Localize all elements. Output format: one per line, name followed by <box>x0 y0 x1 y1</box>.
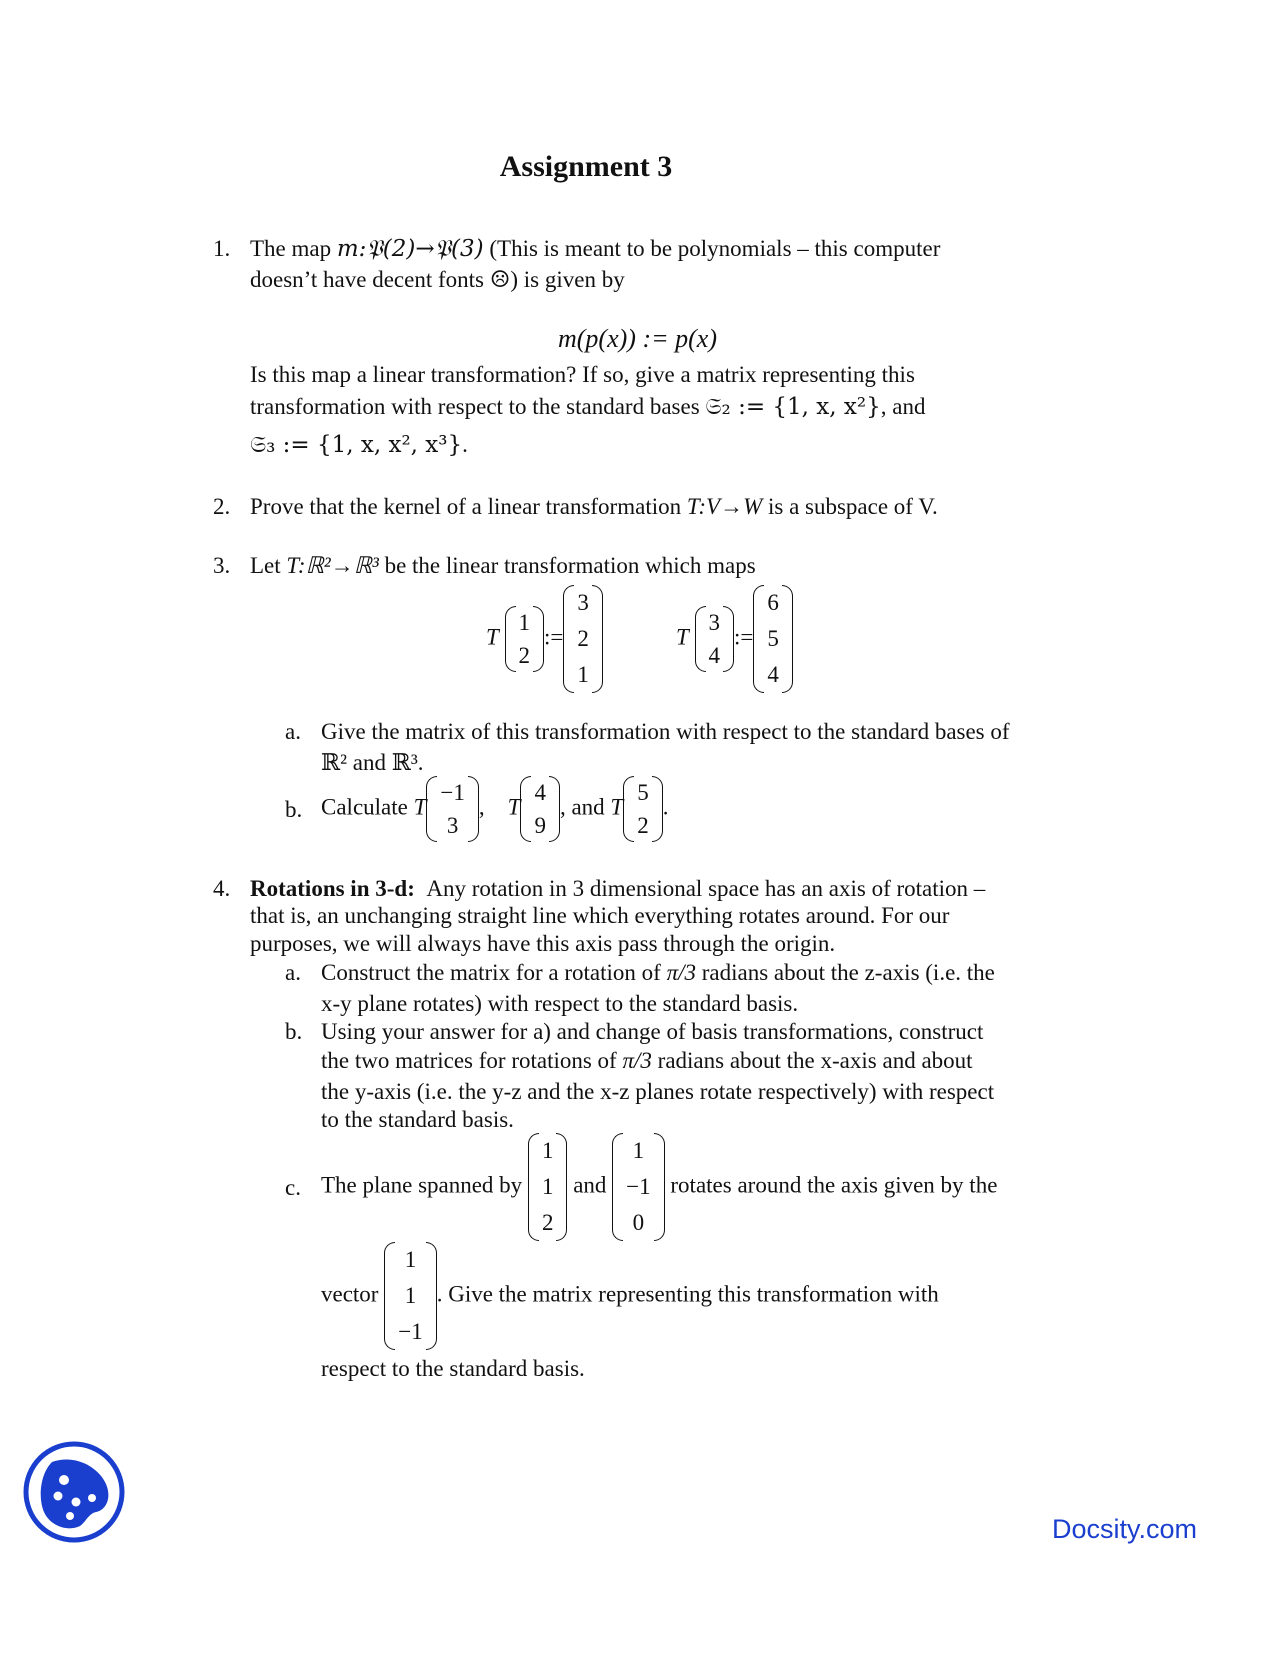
q3-period: . <box>662 794 669 820</box>
matrix-cell: 2 <box>518 643 531 668</box>
q4-angle: π/3 <box>622 1048 652 1073</box>
q4-part-c-line-1 <box>321 1133 997 1241</box>
q4-heading: Rotations in 3-d: <box>250 876 415 901</box>
q3-T-symbol: T <box>676 624 689 650</box>
q3-T-symbol: T <box>507 794 521 820</box>
q1-line-2: doesn’t have decent fonts ☹) is given by <box>250 267 625 292</box>
q3-part-a-line-1: Give the matrix of this transformation with respect to the standard bases of <box>321 719 1010 744</box>
q3-part-b-label: b. <box>285 797 303 822</box>
q1-equation: m(p(x)) := p(x) <box>558 324 718 353</box>
matrix-cell: 6 <box>767 590 779 615</box>
q4-part-b-line-1: Using your answer for a) and change of basis transformations, construct <box>321 1019 984 1044</box>
q4-number: 4. <box>213 876 231 901</box>
q4-line-2: that is, an unchanging straight line which everything rotates around. For our <box>250 903 950 928</box>
q1-text: , and <box>880 394 926 419</box>
q4-line-3: purposes, we will always have this axis pass through the origin. <box>250 931 836 956</box>
q4-and: and <box>573 1172 607 1198</box>
q3-assign: := <box>544 624 564 650</box>
q3-T-symbol: T <box>610 794 624 820</box>
matrix-cell: 3 <box>577 590 589 615</box>
matrix-cell: 3 <box>446 813 459 838</box>
q1-line-4 <box>250 394 925 420</box>
docsity-brand-link[interactable]: Docsity.com <box>1051 1514 1197 1544</box>
q3-mapping-1 <box>486 585 603 693</box>
q3-T-symbol: T <box>413 794 427 820</box>
q4-vector-label: vector <box>321 1281 379 1307</box>
q4-part-b-label: b. <box>285 1019 303 1044</box>
q4-part-b-line-2 <box>321 1048 973 1074</box>
q3-part-a-line-2: ℝ² and ℝ³. <box>321 750 424 775</box>
q3-calc-vector-1 <box>426 776 478 842</box>
q3-output-vector-1 <box>563 585 603 693</box>
q3-mapping-2 <box>676 585 793 693</box>
q3-text: Calculate <box>321 794 414 820</box>
q3-part-a-label: a. <box>285 719 301 744</box>
q3-part-b-line <box>321 776 668 842</box>
matrix-cell: 2 <box>541 1210 554 1235</box>
q1-map-expression: m:𝔓(2)→𝔓(3) <box>336 236 484 262</box>
q3-output-vector-2 <box>753 585 793 693</box>
q4-part-a-line-2: x-y plane rotates) with respect to the standard basis. <box>321 991 799 1016</box>
q4-text: Construct the matrix for a rotation of <box>321 960 667 985</box>
q4-text: . Give the matrix representing this transformation with <box>436 1281 939 1307</box>
matrix-cell: 4 <box>708 643 721 668</box>
q4-part-b-line-3: the y-axis (i.e. the y-z and the x-z planes rotate respectively) with respect <box>321 1079 995 1104</box>
matrix-cell: 1 <box>577 662 589 687</box>
q3-comma: , <box>478 794 485 820</box>
matrix-cell: 0 <box>632 1210 645 1235</box>
matrix-cell: −1 <box>626 1174 651 1199</box>
q4-text: rotates around the axis given by the <box>670 1172 998 1198</box>
matrix-cell: 1 <box>541 1174 554 1199</box>
q4-text: The plane spanned by <box>321 1172 523 1198</box>
q1-text: . <box>462 432 468 457</box>
q4-part-a-line-1 <box>321 960 995 986</box>
q2-text: is a subspace of V. <box>762 494 938 519</box>
q1-number: 1. <box>213 236 231 261</box>
q3-calc-vector-2 <box>520 776 560 842</box>
q3-comma: , <box>559 794 566 820</box>
q3-and: and <box>571 794 605 820</box>
q1-line-1 <box>250 236 940 262</box>
q2-number: 2. <box>213 494 231 519</box>
page-title: Assignment 3 <box>499 150 673 183</box>
matrix-cell: 1 <box>404 1283 417 1308</box>
matrix-cell: −1 <box>398 1319 423 1344</box>
q3-input-vector-1 <box>505 606 545 672</box>
q3-assign: := <box>734 624 754 650</box>
q4-span-vector-2 <box>612 1133 664 1241</box>
q2-line <box>250 494 938 520</box>
q3-calc-vector-3 <box>623 776 663 842</box>
q4-part-a-label: a. <box>285 960 301 985</box>
q2-expression: T:V→W <box>686 494 763 519</box>
q1-line-3: Is this map a linear transformation? If so, give a matrix representing this <box>250 362 915 387</box>
matrix-cell: 3 <box>708 610 721 635</box>
q1-text: transformation with respect to the standard bases <box>250 394 706 419</box>
q3-text: be the linear transformation which maps <box>378 553 756 578</box>
q4-line-1 <box>250 876 985 902</box>
q1-basis-s3: 𝔖₃ := {1, x, x², x³} <box>250 432 463 458</box>
q3-text: Let <box>250 553 287 578</box>
q1-basis-s2: 𝔖₂ := {1, x, x²} <box>705 394 881 420</box>
q4-angle: π/3 <box>666 960 696 985</box>
q4-span-vector-1 <box>528 1133 568 1241</box>
matrix-cell: 1 <box>632 1138 645 1163</box>
matrix-cell: 5 <box>767 626 779 651</box>
q4-part-c-line-2 <box>321 1242 939 1350</box>
matrix-cell: 9 <box>534 813 546 838</box>
q3-line <box>250 553 756 579</box>
q4-part-b-line-4: to the standard basis. <box>321 1107 514 1132</box>
docsity-logo-icon <box>22 1440 126 1544</box>
q4-text: Any rotation in 3 dimensional space has an axis of rotation – <box>426 876 986 901</box>
q4-part-c-label: c. <box>285 1175 301 1200</box>
matrix-cell: 1 <box>518 610 531 635</box>
matrix-cell: 5 <box>637 780 649 805</box>
q1-text: The map <box>250 236 337 261</box>
q3-expression: T:ℝ²→ℝ³ <box>286 553 379 578</box>
q4-text: the two matrices for rotations of <box>321 1048 623 1073</box>
q3-number: 3. <box>213 553 231 578</box>
matrix-cell: 4 <box>767 662 779 687</box>
q3-T-symbol: T <box>486 624 499 650</box>
matrix-cell: 2 <box>577 626 589 651</box>
q3-input-vector-2 <box>695 606 735 672</box>
q4-axis-vector <box>384 1242 436 1350</box>
q4-text: radians about the z-axis (i.e. the <box>695 960 995 985</box>
matrix-cell: 1 <box>404 1247 417 1272</box>
matrix-cell: 1 <box>541 1138 554 1163</box>
q1-line-5 <box>250 432 468 458</box>
matrix-cell: 2 <box>637 813 649 838</box>
q4-text: radians about the x-axis and about <box>651 1048 973 1073</box>
q1-text: (This is meant to be polynomials – this computer <box>483 236 941 261</box>
q4-part-c-line-3: respect to the standard basis. <box>321 1356 585 1381</box>
matrix-cell: 4 <box>534 780 546 805</box>
matrix-cell: −1 <box>440 780 465 805</box>
q2-text: Prove that the kernel of a linear transformation <box>250 494 687 519</box>
